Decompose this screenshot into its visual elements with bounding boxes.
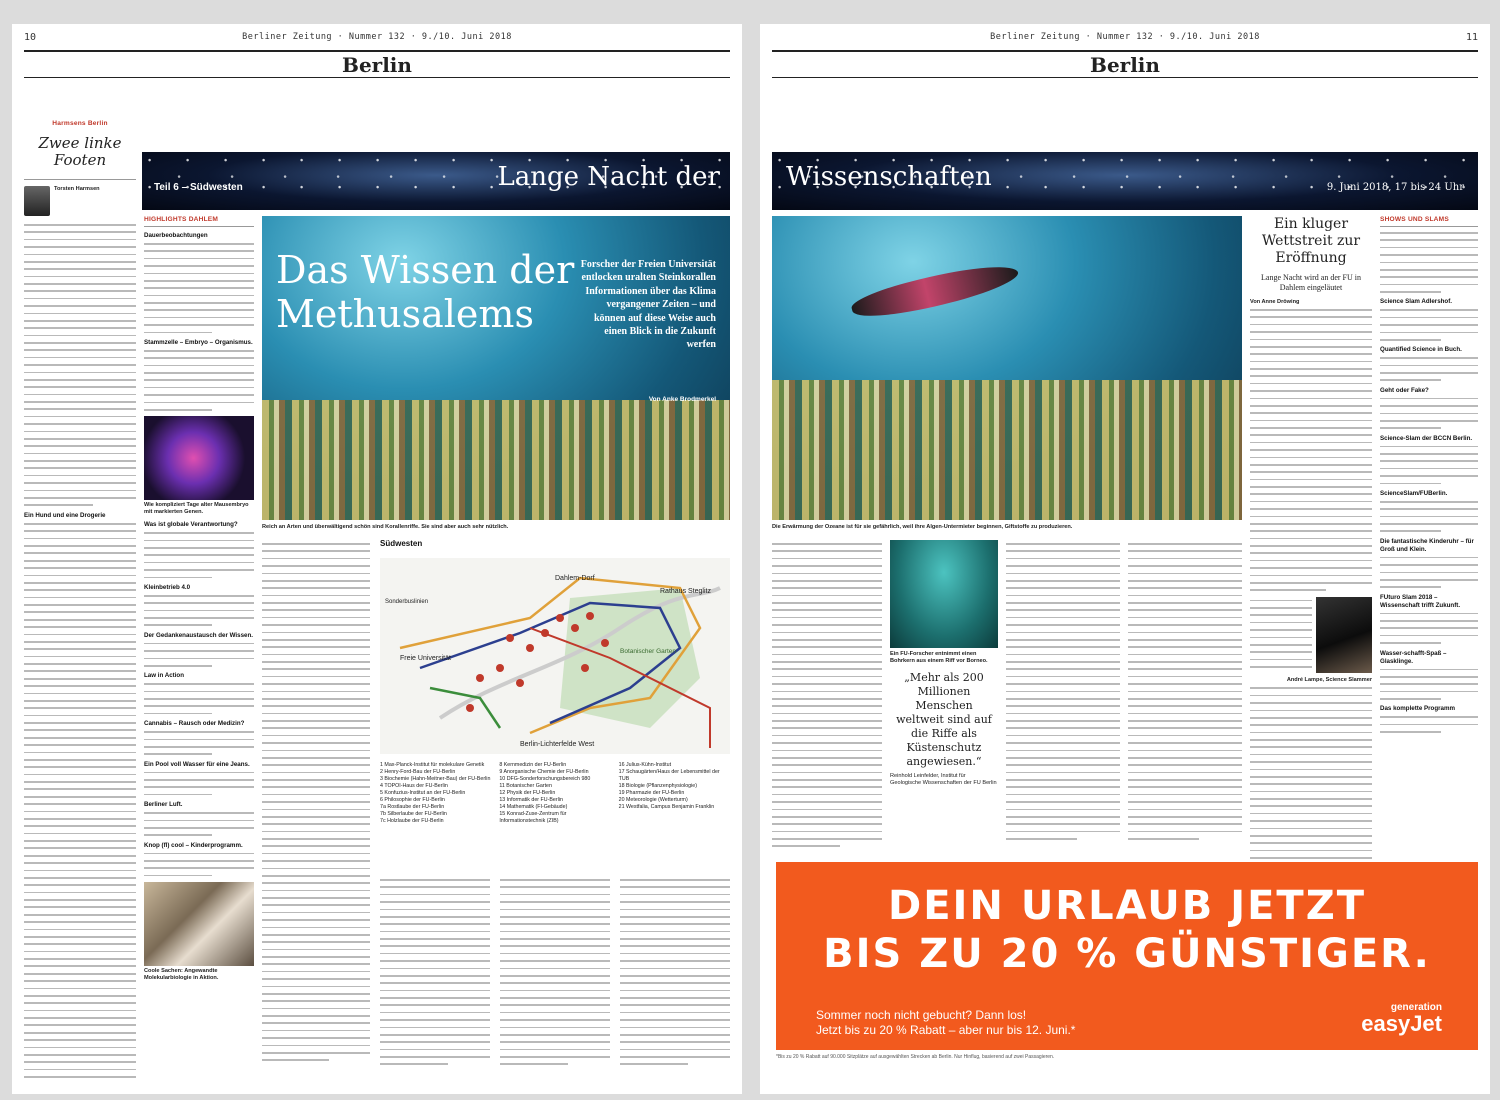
banner-date: 9. Juni 2018, 17 bis 24 Uhr [1326, 182, 1464, 193]
legend-item: 14 Mathematik (FI-Gebäude) [499, 804, 568, 810]
legend-item: 8 Kernmedizin der FU-Berlin [499, 762, 567, 768]
running-head-text: Berliner Zeitung · Nummer 132 · 9./10. Juni 2018 [242, 32, 512, 42]
highlight-item: Der Gedankenaustausch der Wissen. [144, 631, 253, 639]
legend-item: 6 Philosophie der FU-Berlin [380, 797, 445, 803]
highlight-item: Ein Pool voll Wasser für eine Jeans. [144, 760, 250, 768]
legend-item: 7a Rostlaube der FU-Berlin [380, 804, 445, 810]
map-label: Freie Universität [400, 655, 451, 662]
left-page [12, 24, 742, 1094]
column-author: Torsten Harmsen [54, 186, 100, 192]
legend-item: 18 Biologie (Pflanzenphysiologie) [618, 783, 697, 789]
ad-subline-2: Jetzt bis zu 20 % Rabatt – aber nur bis 12. Juni.* [816, 1023, 1076, 1037]
quote-text: „Mehr als 200 Millionen Menschen weltweit sind auf die Riffe als Küstenschutz angewiesen.“ [896, 671, 992, 768]
column-harmsens [24, 120, 136, 1080]
column-subhead: Ein Hund und eine Drogerie [24, 511, 106, 519]
legend-item: 3 Biochemie (Hahn-Meitner-Bau) der FU-Berlin [380, 776, 491, 782]
map-title: Südwesten [380, 540, 423, 548]
embryo-image [144, 416, 254, 500]
highlight-item: Berliner Luft. [144, 801, 183, 809]
legend-item: 4 TOPOI-Haus der FU-Berlin [380, 783, 448, 789]
photo-caption: Die Erwärmung der Ozeane ist für sie gefährlich, weil ihre Algen-Untermieter beginnen, Giftstoffe zu produzieren. [772, 524, 1073, 530]
feature-byline: Von Anke Brodmerkel [648, 396, 716, 403]
ad-headline-1: DEIN URLAUB JETZT [888, 883, 1366, 929]
legend-item: 7c Holzlaube der FU-Berlin [380, 818, 444, 824]
highlight-item: Law in Action [144, 672, 184, 680]
feature-teaser: Forscher der Freien Universität entlocken uralten Steinkorallen Informationen über das Klima vergangener Zeiten – und können auf diese Weise auch einen Blick in die Zukunft werfen [580, 259, 716, 351]
banner-title-left: Lange Nacht der [497, 162, 720, 192]
highlight-item: Cannabis – Rausch oder Medizin? [144, 720, 245, 728]
legend-item: 11 Botanischer Garten [499, 783, 552, 789]
highlights-column [144, 216, 254, 1086]
legend-item: 9 Anorganische Chemie der FU-Berlin [499, 769, 589, 775]
legend-item: 1 Max-Planck-Institut für molekulare Genetik [380, 762, 485, 768]
map-label: Berlin-Lichterfelde West [520, 741, 595, 748]
ad-brand-tagline: generation [1390, 1002, 1442, 1013]
legend-item: 5 Konfuzius-Institut an der FU-Berlin [380, 790, 466, 796]
feature-headline: Das Wissen der Methusalems [276, 248, 575, 336]
running-head-text: Berliner Zeitung · Nummer 132 · 9./10. Juni 2018 [990, 32, 1260, 42]
ad-footnote: *Bis zu 20 % Rabatt auf 90.000 Sitzplätze auf ausgewählten Strecken ab Berlin. Nur Hinflug, basierend auf zwei Passagieren. [776, 1054, 1055, 1060]
show-item: Das komplette Programm [1380, 705, 1455, 713]
show-item: Science-Slam der BCCN Berlin. [1380, 434, 1473, 442]
diver-photo [890, 540, 998, 648]
map-label: Botanischer Garten [620, 648, 677, 655]
legend-item: 2 Henry-Ford-Bau der FU-Berlin [380, 769, 456, 775]
article-col-4 [620, 879, 730, 1081]
legend-item: 13 Informatik der FU-Berlin [499, 797, 563, 803]
lab-kids-photo [144, 882, 254, 966]
quote-source: Reinhold Leinfelder, Institut für Geologische Wissenschaften der FU Berlin [890, 773, 997, 786]
snorkeler-figure [849, 256, 1021, 326]
column-title: Zwee linke Footen [38, 134, 122, 169]
legend-item: 19 Pharmazie der FU-Berlin [618, 790, 685, 796]
right-page [760, 24, 1490, 1094]
highlight-item: Was ist globale Verantwortung? [144, 521, 238, 529]
show-item: FUturo Slam 2018 – Wissenschaft trifft Zukunft. [1380, 593, 1461, 609]
highlight-item: Stammzelle – Embryo – Organismus. [144, 338, 253, 346]
show-item: ScienceSlam/FUBerlin. [1380, 489, 1448, 497]
section-masthead: Berlin [24, 50, 730, 78]
feature-caption: Reich an Arten und überwältigend schön sind Korallenriffe. Sie sind aber auch sehr nützlich. [262, 524, 509, 530]
ad-subline-1: Sommer noch nicht gebucht? Dann los! [816, 1008, 1027, 1022]
show-item: Geht oder Fake? [1380, 386, 1429, 394]
show-item: Quantified Science in Buch. [1380, 346, 1462, 354]
lab-kids-caption: Coole Sachen: Angewandte Molekularbiologie in Aktion. [144, 968, 219, 982]
legend-item: 12 Physik der FU-Berlin [499, 790, 556, 796]
show-item: Wasser-schafft-Spaß – Glasklinge. [1380, 649, 1447, 665]
column-body-1 [24, 224, 136, 506]
banner-right [772, 152, 1478, 210]
map-label: Dahlem-Dorf [555, 575, 595, 582]
ad-headline-2: BIS ZU 20 % GÜNSTIGER. [823, 931, 1431, 977]
diver-caption: Ein FU-Forscher entnimmt einen Bohrkern aus einem Riff vor Borneo. [890, 651, 988, 664]
column-kicker: Harmsens Berlin [52, 120, 108, 127]
author-portrait [24, 186, 50, 216]
legend-item: 21 Westfalia, Campus Benjamin Franklin [618, 804, 715, 810]
map-graphic [380, 558, 730, 754]
banner-series: Teil 6 – Südwesten [154, 182, 243, 193]
running-head [772, 32, 1478, 46]
legend-item: 10 DFG-Sonderforschungsbereich 980 [499, 776, 591, 782]
highlight-item: Knop (fl) cool – Kinderprogramm. [144, 841, 243, 849]
campus-map [380, 540, 730, 870]
right-article-cols [1006, 540, 1242, 866]
side-story-byline: Von Anne Dröwing [1250, 299, 1300, 305]
side-story-headline: Ein kluger Wettstreit zur Eröffnung [1261, 216, 1361, 266]
article-col-3 [500, 879, 610, 1081]
legend-item: 17 Schaugärten/Haus der Lebensmittel der TUB [618, 769, 720, 782]
slammer-portrait [1316, 597, 1372, 673]
banner-left [142, 152, 730, 210]
column-body-2 [24, 523, 136, 1080]
diver-block [890, 540, 998, 866]
legend-item: 16 Julius-Kühn-Institut [618, 762, 672, 768]
embryo-caption: Wie kompliziert Tage alter Mausembryo mit markierten Genen. [144, 502, 249, 516]
section-masthead: Berlin [772, 50, 1478, 78]
side-story-subhead: Lange Nacht wird an der FU in Dahlem eingeläutet [1261, 273, 1361, 292]
show-item: Science Slam Adlershof. [1380, 298, 1452, 306]
slammer-caption: André Lampe, Science Slammer [1286, 677, 1372, 684]
article-bottom-cols [380, 876, 730, 1081]
legend-item: 20 Meteorologie (Wetterturm) [618, 797, 688, 803]
article-col-1 [262, 540, 370, 1080]
map-legend [380, 762, 730, 825]
coral-photo-left [262, 216, 730, 520]
highlights-header: HIGHLIGHTS DAHLEM [144, 216, 219, 223]
page-number: 10 [24, 32, 37, 43]
ad-brand-logo[interactable]: easyJet [1361, 1011, 1442, 1036]
article-col-2 [380, 879, 490, 1081]
shows-header: SHOWS UND SLAMS [1380, 216, 1449, 223]
highlight-item: Dauerbeobachtungen [144, 232, 208, 239]
page-number: 11 [1465, 32, 1478, 43]
legend-item: 7b Silberlaube der FU-Berlin [380, 811, 447, 817]
highlight-item: Kleinbetrieb 4.0 [144, 583, 191, 591]
easyjet-ad[interactable] [776, 862, 1478, 1050]
right-article-col-1 [772, 540, 882, 866]
map-label: Sonderbuslinien [385, 599, 429, 605]
snorkeler-photo [772, 216, 1242, 520]
show-item: Die fantastische Kinderuhr – für Groß und Klein. [1380, 537, 1474, 553]
running-head [24, 32, 730, 46]
banner-title-right: Wissenschaften [786, 162, 992, 192]
shows-slams [1380, 216, 1478, 846]
legend-item: 15 Konrad-Zuse-Zentrum für Informationstechnik (ZIB) [499, 811, 567, 824]
map-label: Rathaus Steglitz [660, 588, 711, 595]
